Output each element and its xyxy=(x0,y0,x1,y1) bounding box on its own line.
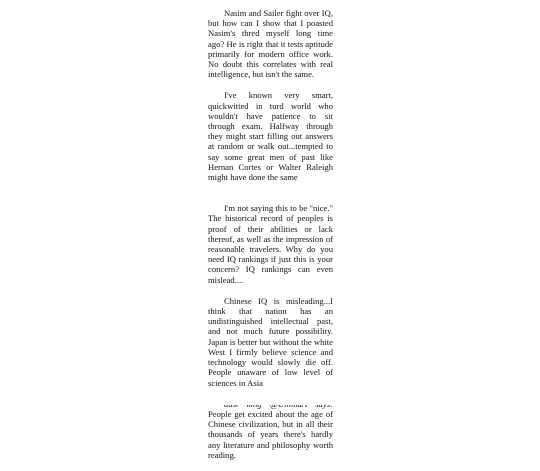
comment-paragraph-1: Nasim and Sailer fight over IQ, but how can I show that I poasted Nasim's thred myself long time ago? He is right that it tests aptitude primarily for modern office work. No doubt this correlates with real intelligence, but isn't the same. xyxy=(208,8,333,80)
page-bottom-edge xyxy=(0,397,540,405)
quoted-comment xyxy=(208,399,333,460)
quote-text: People get excited about the age of Chinese civilization, but in all their thousands of years there's hardly any literature and philosophy worth reading. xyxy=(208,408,333,460)
comment-paragraph-3: I'm not saying this to be "nice." The historical record of peoples is proof of their abilities or lack thereof, as well as the impression of reasonable travelers. Why do you need IQ rankings if just this is your concern? IQ rankings can even mislead.... xyxy=(208,203,333,285)
comment-paragraph-2: I've known very smart, quickwitted in turd world who wouldn't have patience to sit through exam. Halfway through they might start filling out answers at random or walk out...tempted to say some great men of past like Hernan Cortes or Walter Raleigh might have done the same xyxy=(208,90,333,183)
comment-paragraph-4: Chinese IQ is misleading...I think that nation has an undistinguished intellectual past, and not much future possibility. Japan is better but without the white West I firmly believe science and technology would slowly die off. People unaware of low level of sciences in Asia xyxy=(208,295,333,388)
